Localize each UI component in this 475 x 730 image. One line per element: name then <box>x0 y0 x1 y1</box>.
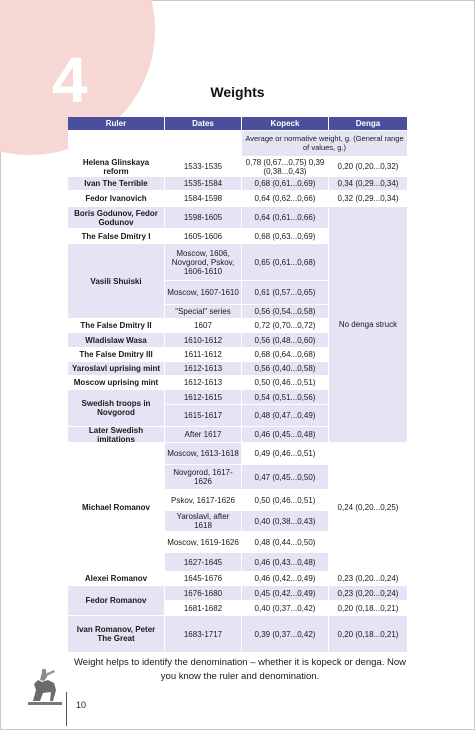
ruler-cell: Wladislaw Wasa <box>68 333 165 348</box>
ruler-cell: Yaroslavl uprising mint <box>68 362 165 376</box>
header-denga: Denga <box>329 117 408 131</box>
dates-cell: Pskov, 1617-1626 <box>165 490 242 511</box>
dates-cell: 1627-1645 <box>165 553 242 572</box>
ruler-cell: The False Dmitry III <box>68 348 165 362</box>
dates-cell: 1533-1535 <box>165 157 242 177</box>
dates-cell: 1645-1676 <box>165 572 242 586</box>
denga-cell: 0,20 (0,18...0,21) <box>329 616 408 653</box>
ruler-cell: Moscow uprising mint <box>68 376 165 390</box>
ruler-cell: Ivan Romanov, Peter The Great <box>68 616 165 653</box>
dates-cell: 1612-1615 <box>165 390 242 405</box>
ruler-cell: Alexei Romanov <box>68 572 165 586</box>
ruler-cell: Boris Godunov, Fedor Godunov <box>68 207 165 229</box>
page-number: 10 <box>76 700 87 710</box>
subheader-blank-dates <box>165 131 242 157</box>
denga-cell: 0,20 (0,18...0,21) <box>329 601 408 616</box>
kopeck-cell: 0,56 (0,48...0,60) <box>242 333 329 348</box>
kopeck-cell: 0,47 (0,45...0,50) <box>242 465 329 490</box>
denga-cell: 0,24 (0,20...0,25) <box>329 443 408 572</box>
ruler-cell: The False Dmitry I <box>68 229 165 244</box>
dates-cell: 1676-1680 <box>165 586 242 601</box>
ruler-cell: Fedor Ivanovich <box>68 191 165 207</box>
denga-cell: 0,20 (0,20...0,32) <box>329 157 408 177</box>
kopeck-cell: 0,48 (0,44...0,50) <box>242 532 329 553</box>
table-subheader: Average or normative weight, g. (General range of values, g.) <box>242 131 408 157</box>
ruler-cell: Vasili Shuiski <box>68 244 165 319</box>
dates-cell: 1681-1682 <box>165 601 242 616</box>
kopeck-cell: 0,48 (0,47...0,49) <box>242 405 329 427</box>
subheader-blank-ruler <box>68 131 165 157</box>
no-denga-struck: No denga struck <box>329 207 408 443</box>
ruler-cell: Ivan The Terrible <box>68 177 165 191</box>
ruler-cell: The False Dmitry II <box>68 319 165 333</box>
dates-cell: 1535-1584 <box>165 177 242 191</box>
denga-cell: 0,32 (0,29...0,34) <box>329 191 408 207</box>
footer-divider <box>66 692 67 726</box>
kopeck-cell: 0,39 (0,37...0,42) <box>242 616 329 653</box>
kopeck-cell: 0,68 (0,64...0,68) <box>242 348 329 362</box>
dates-cell: 1605-1606 <box>165 229 242 244</box>
kopeck-cell: 0,46 (0,45...0,48) <box>242 427 329 443</box>
kopeck-cell: 0,50 (0,46...0,51) <box>242 490 329 511</box>
dates-cell: 1611-1612 <box>165 348 242 362</box>
dates-cell: 1607 <box>165 319 242 333</box>
kopeck-cell: 0,54 (0,51...0,56) <box>242 390 329 405</box>
ruler-cell: Michael Romanov <box>68 443 165 572</box>
dates-cell: 1584-1598 <box>165 191 242 207</box>
kopeck-cell: 0,65 (0,61...0,68) <box>242 244 329 281</box>
page-title: Weights <box>210 84 265 100</box>
denga-cell: 0,23 (0,20...0,24) <box>329 586 408 601</box>
kopeck-cell: 0,49 (0,46...0,51) <box>242 443 329 465</box>
dates-cell: 1615-1617 <box>165 405 242 427</box>
kopeck-cell: 0,46 (0,42...0,49) <box>242 572 329 586</box>
header-dates: Dates <box>165 117 242 131</box>
weights-table <box>68 117 408 653</box>
ruler-cell: Helena Glinskaya reform <box>68 157 165 177</box>
denga-cell: 0,34 (0,29...0,34) <box>329 177 408 191</box>
dates-cell: Moscow, 1619-1626 <box>165 532 242 553</box>
dates-cell: Yaroslavl, after 1618 <box>165 511 242 532</box>
ruler-cell: Later Swedish imitations <box>68 427 165 443</box>
ruler-cell: Fedor Romanov <box>68 586 165 616</box>
kopeck-cell: 0,72 (0,70...0,72) <box>242 319 329 333</box>
kopeck-cell: 0,64 (0,62...0,66) <box>242 191 329 207</box>
kopeck-cell: 0,46 (0,43...0,48) <box>242 553 329 572</box>
dates-cell: After 1617 <box>165 427 242 443</box>
kopeck-cell: 0,64 (0,61...0,66) <box>242 207 329 229</box>
kopeck-cell: 0,40 (0,37...0,42) <box>242 601 329 616</box>
kopeck-cell: 0,68 (0,61...0,69) <box>242 177 329 191</box>
kopeck-cell: 0,68 (0,63...0,69) <box>242 229 329 244</box>
dates-cell: "Special" series <box>165 305 242 319</box>
horseman-icon <box>28 668 62 706</box>
kopeck-cell: 0,45 (0,42...0,49) <box>242 586 329 601</box>
dates-cell: 1598-1605 <box>165 207 242 229</box>
dates-cell: 1612-1613 <box>165 362 242 376</box>
note-text: Weight helps to identify the denomination – whether it is kopeck or denga. Now you know the ruler and denomination. <box>74 657 406 682</box>
dates-cell: Moscow, 1606, Novgorod, Pskov, 1606-1610 <box>165 244 242 281</box>
header-ruler: Ruler <box>68 117 165 131</box>
kopeck-cell: 0,78 (0,67...0,75) 0,39 (0,38...0,43) <box>242 157 329 177</box>
ruler-cell: Swedish troops in Novgorod <box>68 390 165 427</box>
chapter-number: 4 <box>52 44 88 116</box>
dates-cell: 1683-1717 <box>165 616 242 653</box>
dates-cell: 1610-1612 <box>165 333 242 348</box>
kopeck-cell: 0,56 (0,40...0,58) <box>242 362 329 376</box>
kopeck-cell: 0,56 (0,54...0,58) <box>242 305 329 319</box>
kopeck-cell: 0,40 (0,38...0,43) <box>242 511 329 532</box>
dates-cell: Novgorod, 1617-1626 <box>165 465 242 490</box>
dates-cell: Moscow, 1613-1618 <box>165 443 242 465</box>
kopeck-cell: 0,61 (0,57...0,65) <box>242 281 329 305</box>
dates-cell: Moscow, 1607-1610 <box>165 281 242 305</box>
kopeck-cell: 0,50 (0,46...0,51) <box>242 376 329 390</box>
header-kopeck: Kopeck <box>242 117 329 131</box>
denga-cell: 0,23 (0,20...0,24) <box>329 572 408 586</box>
dates-cell: 1612-1613 <box>165 376 242 390</box>
